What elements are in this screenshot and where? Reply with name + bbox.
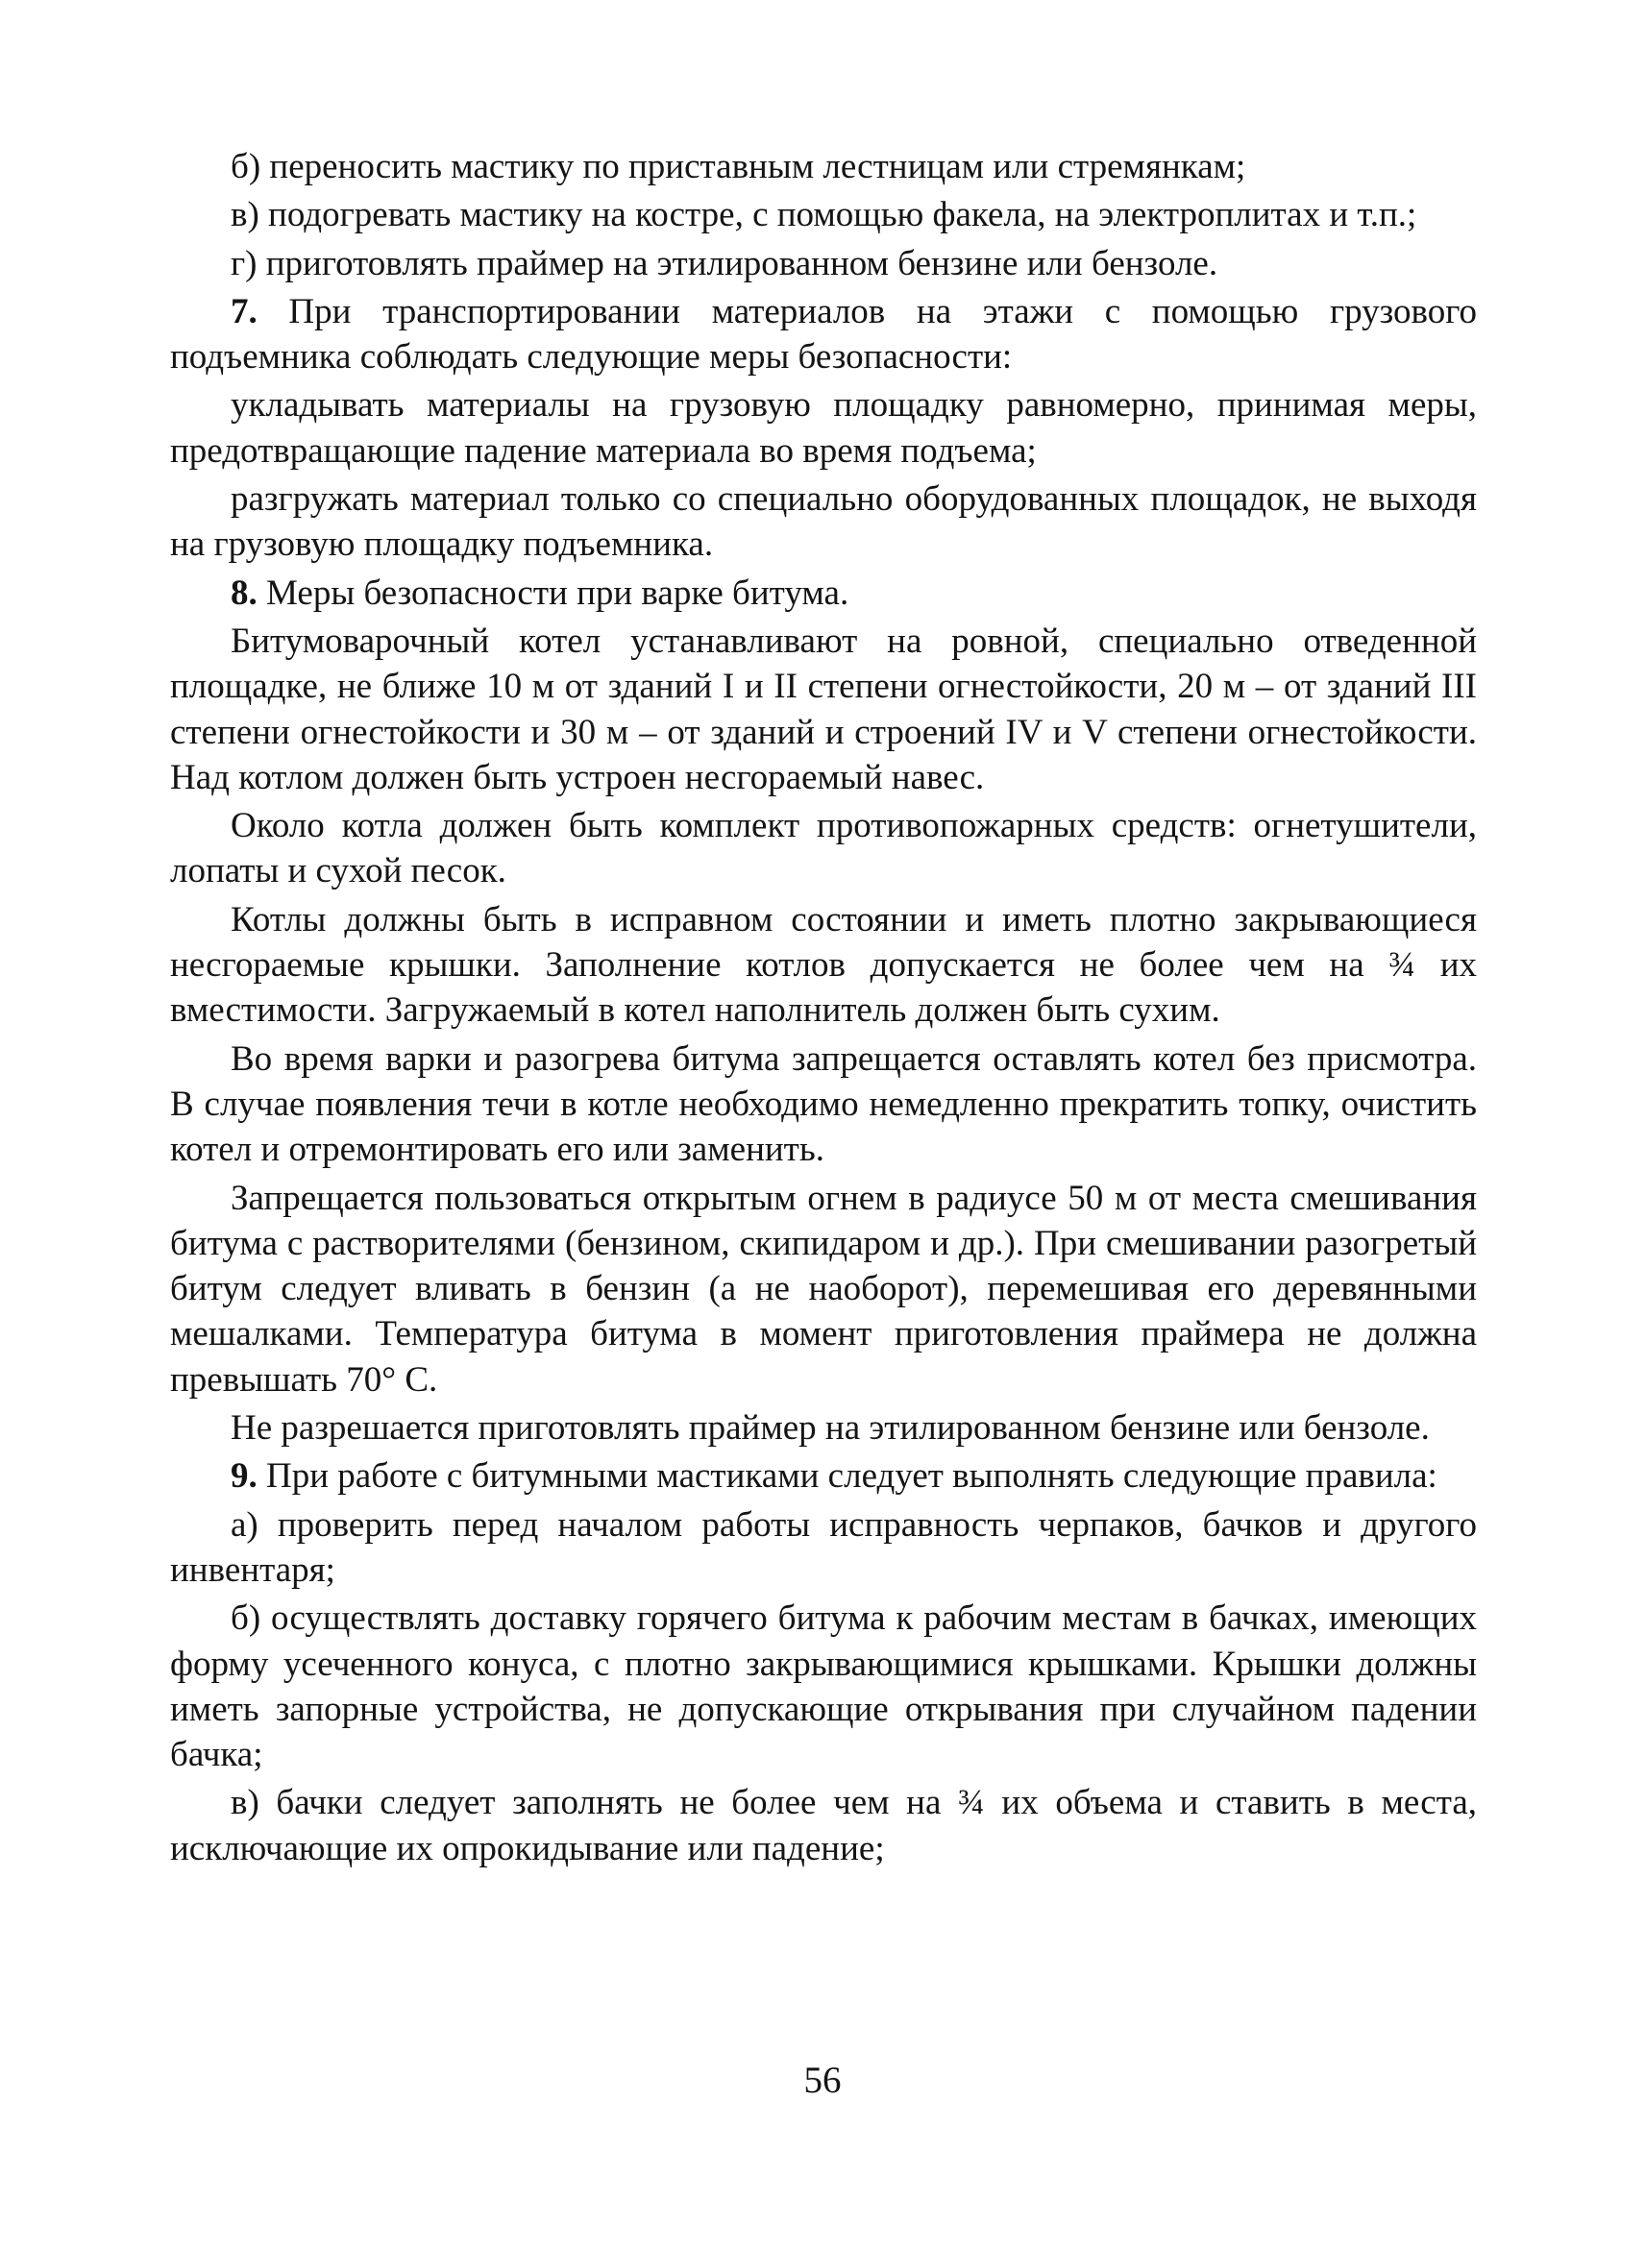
paragraph-text: Не разрешается приготовлять праймер на этилированном бензине или бензоле. [231,1408,1430,1449]
paragraph-v-heat-mastic [170,192,1477,237]
paragraph-text: г) приготовлять праймер на этилированном бензине или бензоле. [231,243,1218,283]
paragraph-text: б) переносить мастику по приставным лестницам или стремянкам; [231,147,1246,186]
paragraph-text: разгружать материал только со специально оборудованных площадок, не выходя на грузовую площадку подъемника. [170,479,1477,565]
item-number: 8. [231,573,258,613]
paragraph-v-fill-tanks [170,1780,1477,1871]
page-number: 56 [803,2060,842,2101]
paragraph-text: Во время варки и разогрева битума запрещается оставлять котел без присмотра. В случае появления течи в котле необходимо немедленно прекратить топку, очистить котел и отремонтировать его или заменить. [170,1038,1477,1170]
paragraph-7-transport [170,289,1477,380]
body-text [170,144,1477,1871]
paragraph-text: а) проверить перед началом работы исправность черпаков, бачков и другого инвентаря; [170,1504,1477,1590]
paragraph-g-primer [170,241,1477,286]
paragraph-text: Котлы должны быть в исправном состоянии и иметь плотно закрывающиеся несгораемые крышки. Заполнение котлов допускается не более чем на ¾ их вместимости. Загружаемый в котел наполнитель должен быть сухим. [170,899,1477,1031]
paragraph-text: б) осуществлять доставку горячего битума к рабочим местам в бачках, имеющих форму усеченного конуса, с плотно закрывающимися крышками. Крышки должны иметь запорные устройства, не допускающие открывания при случайном падении бачка; [170,1598,1477,1775]
paragraph-fire-equipment [170,803,1477,894]
paragraph-text: При транспортировании материалов на этажи с помощью грузового подъемника соблюдать следующие меры безопасности: [170,291,1478,378]
paragraph-unload-materials [170,476,1477,568]
paragraph-text: Битумоварочный котел устанавливают на ровной, специально отведенной площадке, не ближе 10 м от зданий I и II степени огнестойкости, 20 м – от зданий III степени огнестойкости и 30 м – от зданий и строений IV и V степени огнестойкости. Над котлом должен быть устроен несгораемый навес. [170,621,1477,797]
paragraph-text: Около котла должен быть комплект противопожарных средств: огнетушители, лопаты и сухой песок. [170,806,1477,891]
paragraph-a-check-tools [170,1502,1477,1594]
paragraph-text: При работе с битумными мастиками следует выполнять следующие правила: [266,1456,1437,1497]
paragraph-9-mastic-rules [170,1453,1477,1499]
item-number: 9. [231,1456,258,1497]
paragraph-primer-prohibition [170,1405,1477,1451]
paragraph-load-materials [170,382,1477,474]
paragraph-boiler-condition [170,897,1477,1034]
paragraph-text: Запрещается пользоваться открытым огнем в радиусе 50 м от места смешивания битума с растворителями (бензином, скипидаром и др.). При смешивании разогретый битум следует вливать в бензин (а не наоборот), перемешивая его деревянными мешалками. Температура битума в момент приготовления праймера не должна превышать 70° С. [170,1178,1477,1400]
paragraph-text: в) бачки следует заполнять не более чем на ¾ их объема и ставить в места, исключающие их опрокидывание или падение; [170,1783,1477,1868]
paragraph-b-deliver-bitumen [170,1596,1477,1777]
paragraph-text: Меры безопасности при варке битума. [266,573,849,613]
paragraph-text: укладывать материалы на грузовую площадку равномерно, принимая меры, предотвращающие падение материала во время подъема; [170,385,1477,471]
paragraph-8-bitumen-safety [170,571,1477,616]
paragraph-open-fire [170,1176,1477,1402]
paragraph-b-carry-mastic [170,144,1477,189]
item-number: 7. [231,291,258,331]
paragraph-boiler-placement [170,619,1477,800]
paragraph-text: в) подогревать мастику на костре, с помощью факела, на электроплитах и т.п.; [231,195,1417,235]
paragraph-boiler-supervision [170,1036,1477,1173]
